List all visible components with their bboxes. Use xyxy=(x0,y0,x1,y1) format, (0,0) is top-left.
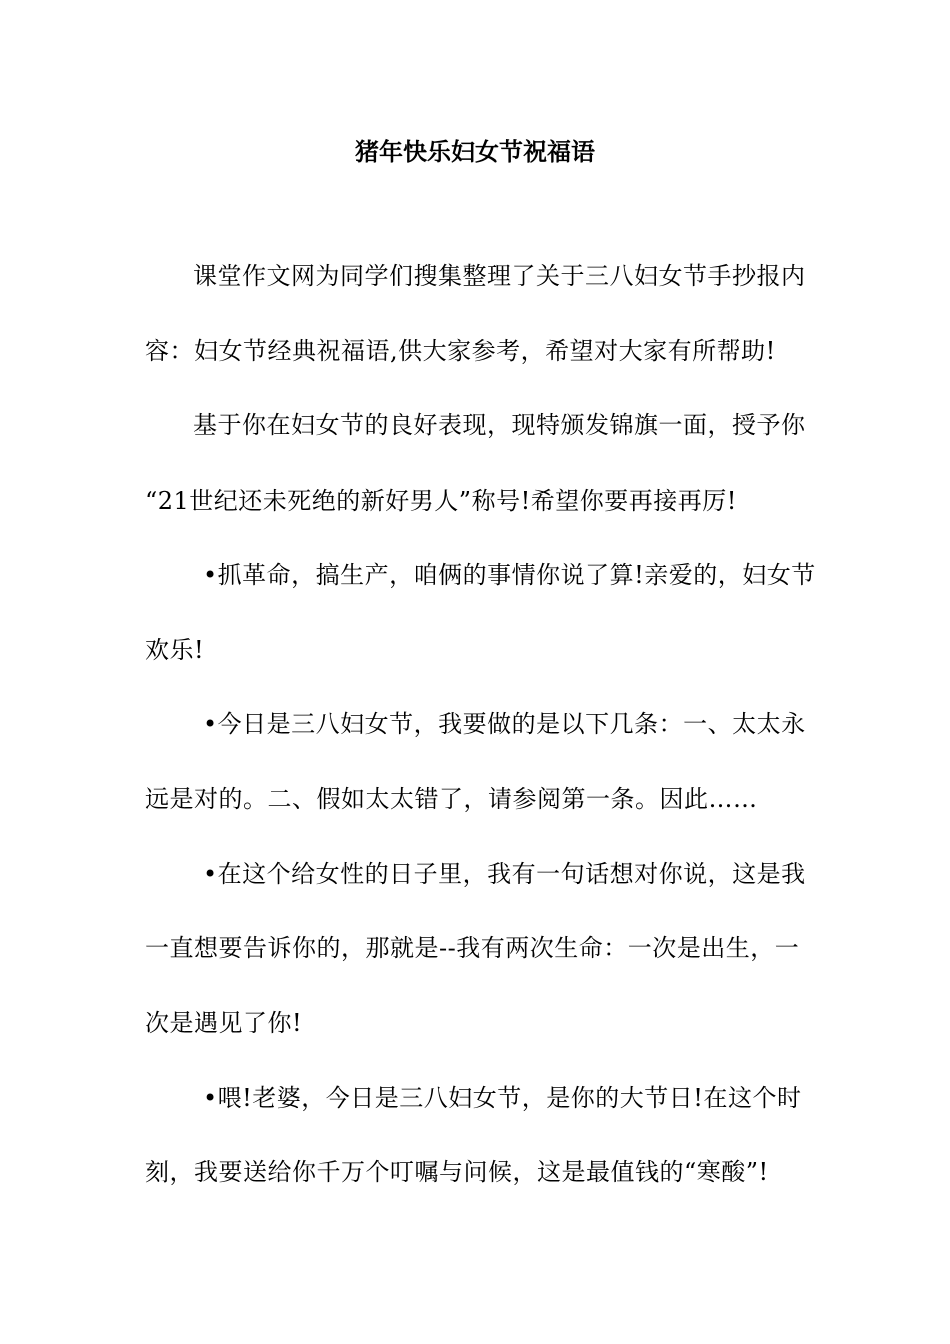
bullet-1-line-1: •抓革命，搞生产，咱俩的事情你说了算!亲爱的，妇女节 xyxy=(203,561,816,589)
bullet-4-line-1: •喂!老婆，今日是三八妇女节，是你的大节日!在这个时 xyxy=(203,1084,802,1112)
bullet-1-line-2: 欢乐! xyxy=(145,636,205,664)
document-title: 猪年快乐妇女节祝福语 xyxy=(355,138,595,166)
paragraph-2-line-2: “21世纪还未死绝的新好男人”称号!希望你要再接再厉! xyxy=(145,487,737,515)
paragraph-1-line-1: 课堂作文网为同学们搜集整理了关于三八妇女节手抄报内 xyxy=(193,262,806,290)
bullet-3-line-1: •在这个给女性的日子里，我有一句话想对你说，这是我 xyxy=(203,860,806,888)
paragraph-1-line-2: 容：妇女节经典祝福语,供大家参考，希望对大家有所帮助! xyxy=(145,337,776,365)
bullet-3-line-2: 一直想要告诉你的，那就是--我有两次生命：一次是出生，一 xyxy=(145,934,800,962)
bullet-2-line-1: •今日是三八妇女节，我要做的是以下几条：一、太太永 xyxy=(203,710,806,738)
paragraph-2-line-1: 基于你在妇女节的良好表现，现特颁发锦旗一面，授予你 xyxy=(193,411,806,439)
bullet-2-line-2: 远是对的。二、假如太太错了，请参阅第一条。因此…… xyxy=(145,785,758,813)
bullet-3-line-3: 次是遇见了你! xyxy=(145,1009,303,1037)
bullet-4-line-2: 刻，我要送给你千万个叮嘱与问候，这是最值钱的“寒酸”! xyxy=(145,1158,769,1186)
